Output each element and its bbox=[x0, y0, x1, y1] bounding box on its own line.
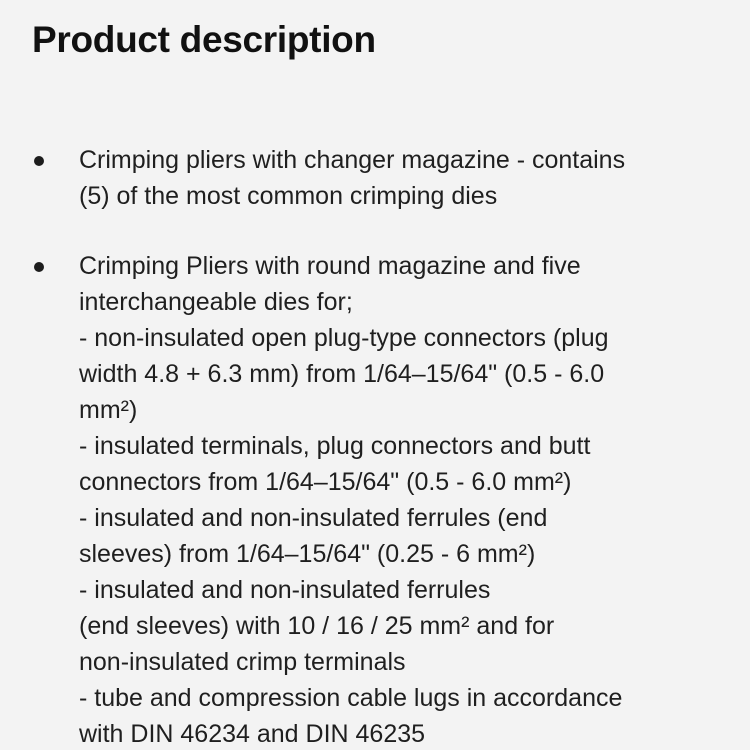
list-item-line: with DIN 46234 and DIN 46235 bbox=[79, 720, 426, 748]
bullet-dot-icon bbox=[34, 156, 44, 166]
list-item-line: - insulated terminals, plug connectors and butt bbox=[79, 432, 591, 460]
list-item-line: mm²) bbox=[79, 396, 138, 424]
list-item-round-magazine bbox=[0, 248, 750, 750]
list-item-line: (end sleeves) with 10 / 16 / 25 mm² and for bbox=[79, 612, 555, 640]
page-title: Product description bbox=[32, 19, 376, 60]
list-item-line: non-insulated crimp terminals bbox=[79, 648, 406, 676]
list-item-line: - non-insulated open plug-type connectors (plug bbox=[79, 324, 609, 352]
list-item-line: interchangeable dies for; bbox=[79, 288, 353, 316]
list-item-line: - insulated and non-insulated ferrules bbox=[79, 576, 491, 604]
feature-list bbox=[0, 142, 750, 750]
list-item-line: width 4.8 + 6.3 mm) from 1/64–15/64" (0.5 - 6.0 bbox=[79, 360, 605, 388]
list-item-line: - tube and compression cable lugs in accordance bbox=[79, 684, 623, 712]
list-item-line: Crimping pliers with changer magazine - contains bbox=[79, 146, 626, 174]
list-item-line: Crimping Pliers with round magazine and five bbox=[79, 252, 581, 280]
list-item-line: - insulated and non-insulated ferrules (end bbox=[79, 504, 548, 532]
bullet-dot-icon bbox=[34, 262, 44, 272]
list-item-line: sleeves) from 1/64–15/64" (0.25 - 6 mm²) bbox=[79, 540, 536, 568]
list-item-line: connectors from 1/64–15/64" (0.5 - 6.0 mm²) bbox=[79, 468, 572, 496]
list-item-changer-magazine bbox=[0, 142, 750, 214]
list-item-line: (5) of the most common crimping dies bbox=[79, 182, 498, 210]
